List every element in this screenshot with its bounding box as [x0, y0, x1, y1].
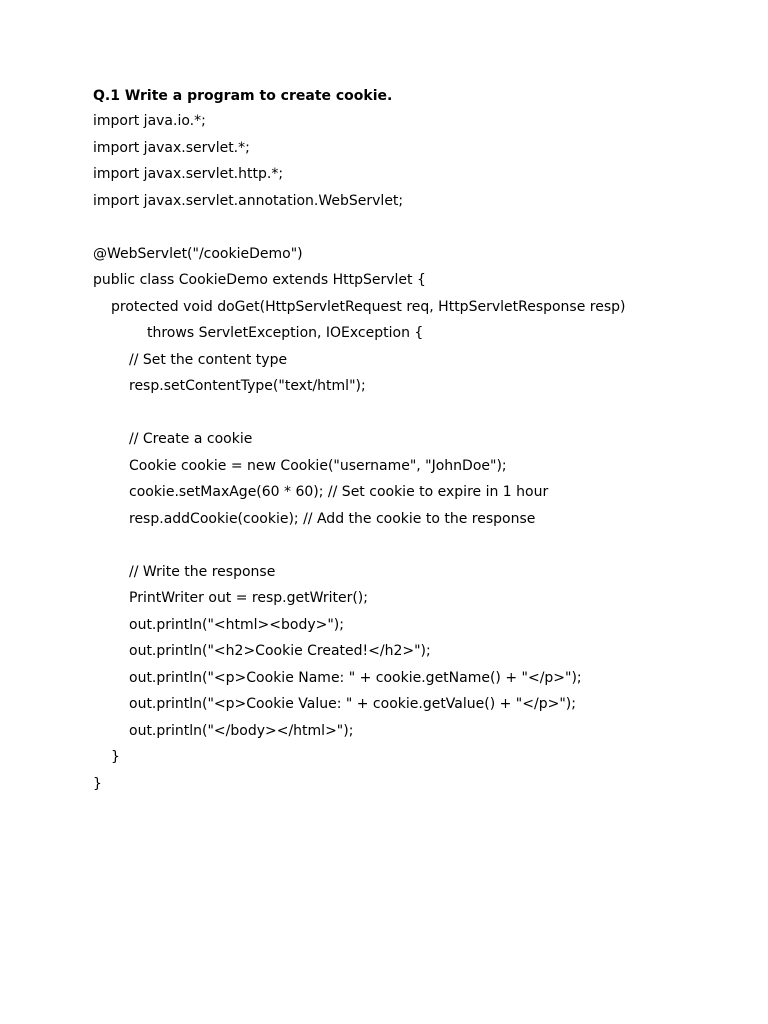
blank-line	[93, 403, 626, 430]
code-line: protected void doGet(HttpServletRequest req, HttpServletResponse resp)	[111, 298, 626, 315]
code-line: resp.setContentType("text/html");	[129, 378, 366, 394]
code-line: public class CookieDemo extends HttpServlet {	[93, 272, 426, 288]
code-line: import javax.servlet.*;	[93, 139, 250, 156]
code-line: Cookie cookie = new Cookie("username", "JohnDoe");	[129, 457, 507, 474]
question-title: Q.1 Write a program to create cookie.	[93, 88, 393, 104]
code-line: out.println("<p>Cookie Name: " + cookie.getName() + "</p>");	[129, 669, 582, 686]
blank-line	[93, 535, 626, 562]
code-line: out.println("</body></html>");	[129, 722, 354, 739]
code-line: cookie.setMaxAge(60 * 60); // Set cookie to expire in 1 hour	[129, 484, 549, 500]
code-line: import javax.servlet.http.*;	[93, 166, 284, 182]
code-line: @WebServlet("/cookieDemo")	[93, 245, 303, 262]
code-line: }	[93, 775, 102, 792]
code-line: // Set the content type	[129, 351, 288, 368]
code-line: out.println("<p>Cookie Value: " + cookie.getValue() + "</p>");	[129, 696, 576, 712]
code-line: import javax.servlet.annotation.WebServlet;	[93, 192, 404, 209]
code-line: out.println("<h2>Cookie Created!</h2>");	[129, 643, 431, 659]
code-line: import java.io.*;	[93, 113, 206, 129]
code-block	[93, 111, 626, 800]
code-line: PrintWriter out = resp.getWriter();	[129, 590, 368, 606]
code-line: throws ServletException, IOException {	[147, 325, 424, 341]
code-line: }	[111, 749, 120, 765]
code-line: out.println("<html><body>");	[129, 616, 344, 633]
code-line: // Write the response	[129, 563, 276, 580]
code-line: resp.addCookie(cookie); // Add the cookie to the response	[129, 510, 536, 527]
code-line: // Create a cookie	[129, 431, 253, 447]
blank-line	[93, 217, 626, 244]
